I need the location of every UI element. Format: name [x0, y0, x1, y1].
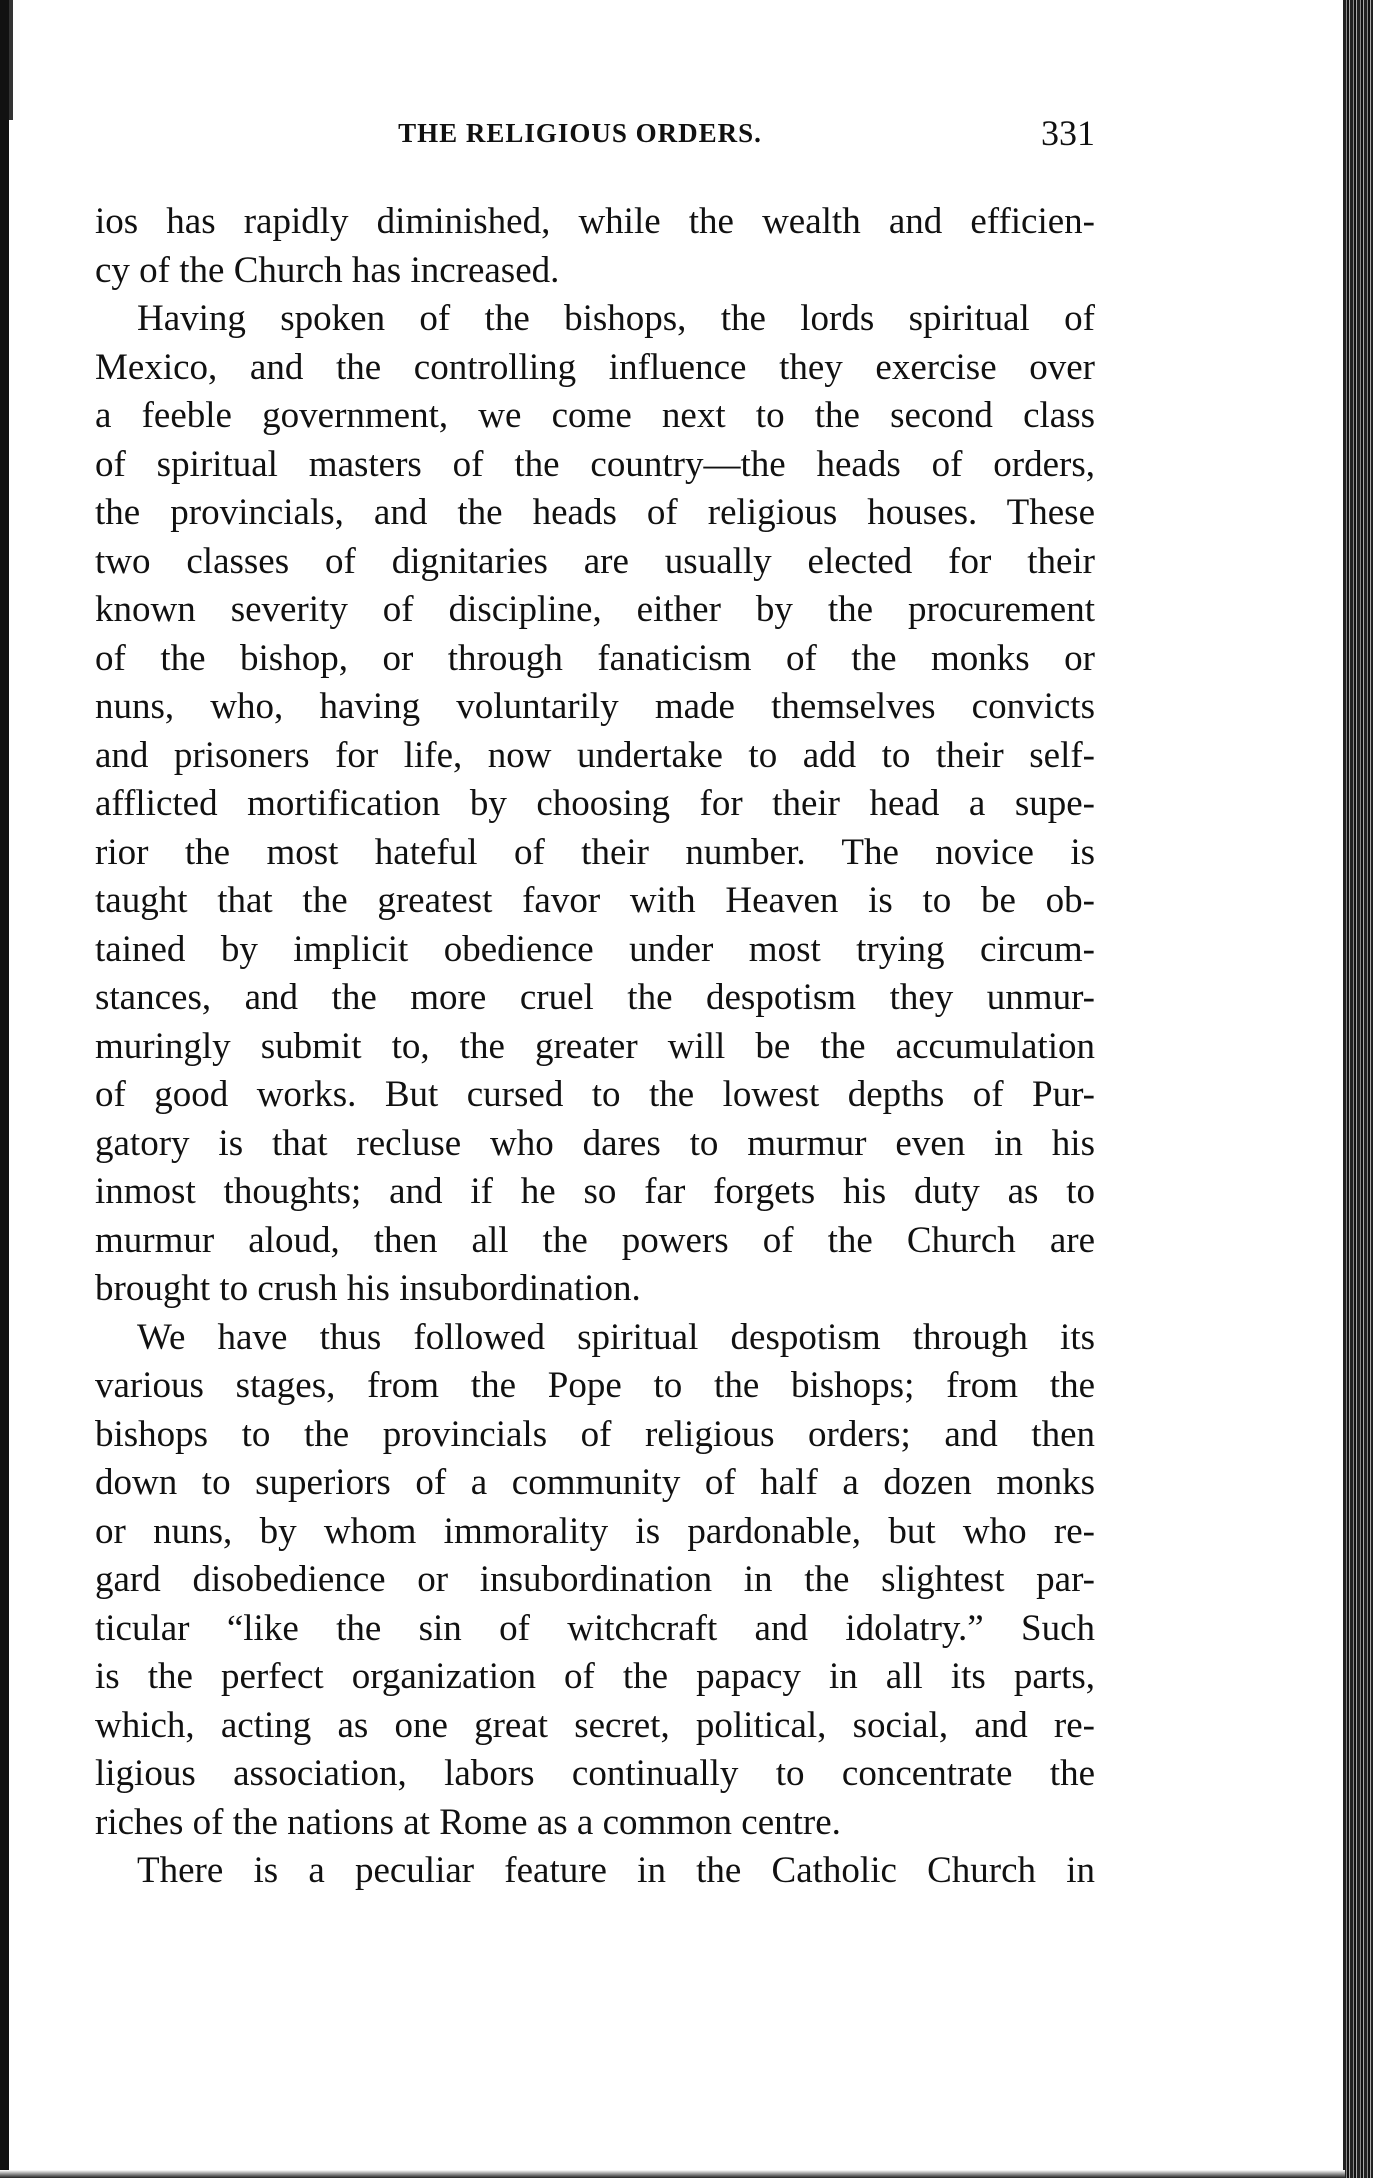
- text-line: brought to crush his insubordination.: [95, 1268, 641, 1309]
- text-line: murmur aloud, then all the powers of the Church are: [95, 1219, 1095, 1261]
- text-line: ligious association, labors continually to concentrate the: [95, 1753, 1095, 1794]
- text-line: of the bishop, or through fanaticism of the monks or: [95, 637, 1095, 679]
- text-line: stances, and the more cruel the despotism they unmur-: [95, 977, 1095, 1018]
- text-line: gatory is that recluse who dares to murmur even in his: [95, 1122, 1095, 1164]
- text-line: of spiritual masters of the country—the heads of orders,: [95, 443, 1095, 485]
- body-text: [95, 198, 1095, 1896]
- text-line: muringly submit to, the greater will be the accumulation: [95, 1025, 1095, 1067]
- text-line: a feeble government, we come next to the second class: [95, 395, 1095, 436]
- text-line: There is a peculiar feature in the Catholic Church in: [137, 1850, 1095, 1891]
- text-line: of good works. But cursed to the lowest depths of Pur-: [95, 1074, 1095, 1115]
- text-line: known severity of discipline, either by the procurement: [95, 589, 1095, 630]
- page-number: 331: [1041, 113, 1095, 153]
- text-line: riches of the nations at Rome as a common centre.: [95, 1801, 841, 1843]
- text-line: bishops to the provincials of religious orders; and then: [95, 1413, 1095, 1455]
- text-line: Having spoken of the bishops, the lords spiritual of: [137, 298, 1095, 339]
- text-line: We have thus followed spiritual despotism through its: [137, 1316, 1095, 1358]
- text-line: rior the most hateful of their number. The novice is: [95, 831, 1095, 873]
- text-line: ticular “like the sin of witchcraft and idolatry.” Such: [95, 1607, 1095, 1649]
- text-line: down to superiors of a community of half a dozen monks: [95, 1462, 1095, 1503]
- text-line: inmost thoughts; and if he so far forgets his duty as to: [95, 1171, 1095, 1212]
- text-line: or nuns, by whom immorality is pardonable, but who re-: [95, 1510, 1095, 1552]
- text-line: afflicted mortification by choosing for their head a supe-: [95, 783, 1095, 824]
- text-line: and prisoners for life, now undertake to add to their self-: [95, 734, 1095, 776]
- text-line: two classes of dignitaries are usually elected for their: [95, 540, 1095, 582]
- text-line: gard disobedience or insubordination in the slightest par-: [95, 1559, 1095, 1600]
- text-line: various stages, from the Pope to the bishops; from the: [95, 1365, 1095, 1406]
- text-line: tained by implicit obedience under most trying circum-: [95, 928, 1095, 970]
- text-line: which, acting as one great secret, political, social, and re-: [95, 1704, 1095, 1746]
- page-header: [95, 113, 1095, 158]
- book-spine-edge: [1343, 0, 1373, 2178]
- text-line: taught that the greatest favor with Heaven is to be ob-: [95, 880, 1095, 921]
- text-line: Mexico, and the controlling influence they exercise over: [95, 346, 1095, 388]
- page-bottom-edge: [0, 2170, 1345, 2178]
- text-line: ios has rapidly diminished, while the wealth and efficien-: [95, 201, 1095, 242]
- running-title: THE RELIGIOUS ORDERS.: [398, 118, 762, 148]
- text-line: is the perfect organization of the papacy in all its parts,: [95, 1656, 1095, 1697]
- page-left-edge: [0, 0, 9, 2178]
- text-line: the provincials, and the heads of religious houses. These: [95, 492, 1095, 533]
- text-line: nuns, who, having voluntarily made themselves convicts: [95, 686, 1095, 727]
- page-left-edge-shadow: [9, 0, 13, 120]
- text-line: cy of the Church has increased.: [95, 249, 560, 291]
